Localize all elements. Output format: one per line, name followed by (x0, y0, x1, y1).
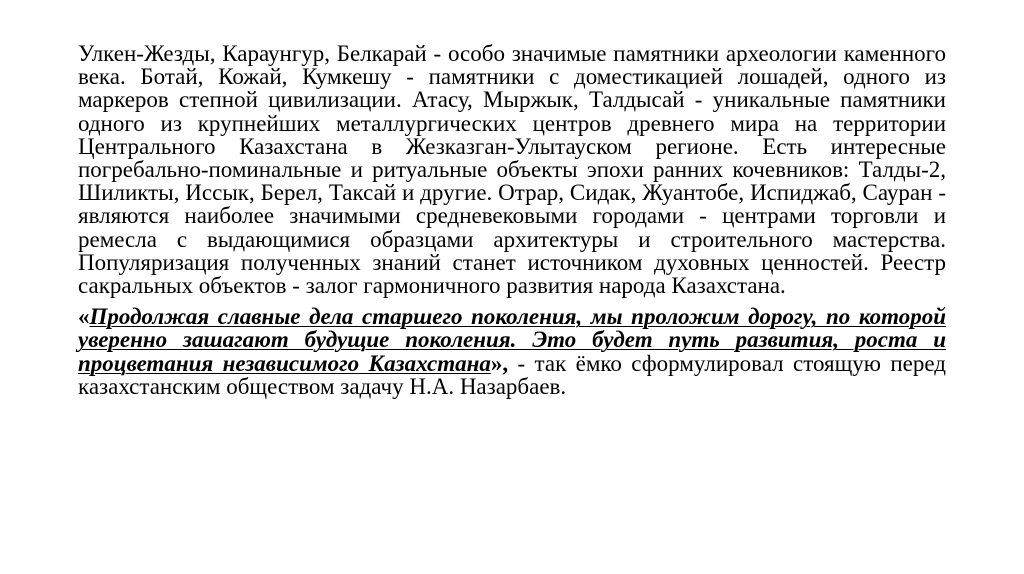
quote-text: Продолжая славные дела старшего поколения, мы проложим дорогу, по которой уверенно зашагают будущие поколения. Это будет путь развития, роста и процветания независимого Казахстана (78, 304, 946, 376)
paragraph-monuments: Улкен-Жезды, Караунгур, Белкарай - особо значимые памятники археологии каменного века. Ботай, Кожай, Кумкешу - памятники с доместикацией лошадей, одного из маркеров степной цивилизации. Атасу, Мыржык, Талдысай - уникальные памятники одного из крупнейших металлургических центров древнего мира на территории Центрального Казахстана в Жезказган-Улытауском регионе. Есть интересные погребально-поминальные и ритуальные объекты эпохи ранних кочевников: Талды-2, Шиликты, Иссык, Берел, Таксай и другие. Отрар, Сидак, Жуантобе, Испиджаб, Сауран - являются наиболее значимыми средневековыми городами - центрами торговли и ремесла с выдающимися образцами архитектуры и строительного мастерства. Популяризация полученных знаний станет источником духовных ценностей. Реестр сакральных объектов - залог гармоничного развития народа Казахстана. (78, 41, 946, 299)
slide-text-body (78, 42, 946, 398)
quote-close-mark: », (490, 350, 509, 376)
quote-open-mark: « (78, 304, 90, 330)
quote-attribution: - так ёмко сформулировал стоящую перед казахстанским обществом задачу Н.А. Назарбаев. (78, 350, 946, 399)
paragraph-quote (78, 305, 946, 398)
